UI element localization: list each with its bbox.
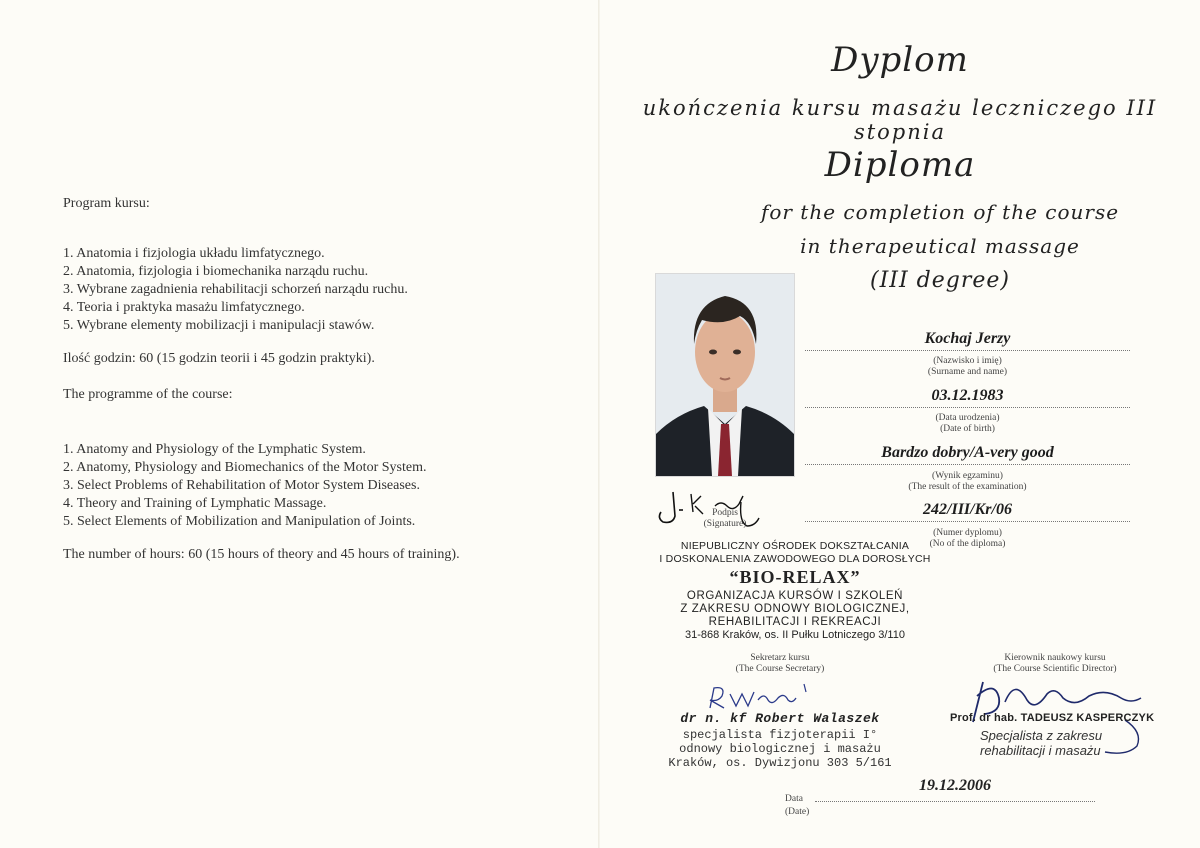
issue-date-line	[815, 801, 1095, 802]
name-label: (Nazwisko i imię) (Surname and name)	[927, 356, 1008, 377]
result-line	[805, 464, 1130, 465]
name-value: Kochaj Jerzy	[924, 330, 1011, 347]
director-name: Prof. dr hab. TADEUSZ KASPERCZYK	[950, 712, 1155, 724]
hours-pl: Ilość godzin: 60 (15 godzin teorii i 45 godzin praktyki).	[63, 351, 375, 366]
diploma-number-label: (Numer dyplomu) (No of the diploma)	[929, 528, 1006, 549]
name-line	[805, 350, 1130, 351]
portrait-photo	[655, 273, 795, 477]
result-value: Bardzo dobry/A-very good	[881, 444, 1054, 461]
signature-label: Podpis (Signature)	[703, 508, 747, 529]
heading-subtitle-en-3: (III degree)	[870, 268, 1010, 293]
program-title-en: The programme of the course:	[63, 387, 233, 402]
diploma-number-line	[805, 521, 1130, 522]
result-label: (Wynik egzaminu) (The result of the examination)	[908, 471, 1027, 492]
secretary-signature	[700, 680, 820, 714]
dob-value: 03.12.1983	[931, 387, 1004, 404]
heading-subtitle-en-1: for the completion of the course	[760, 200, 1120, 224]
list-item: 3. Select Problems of Rehabilitation of Motor System Diseases.	[63, 478, 420, 493]
director-stamp: Specjalista z zakresu rehabilitacji i masażu	[980, 728, 1103, 758]
list-item: 5. Select Elements of Mobilization and Manipulation of Joints.	[63, 514, 416, 529]
institution-description: ORGANIZACJA KURSÓW I SZKOLEŃ Z ZAKRESU ODNOWY BIOLOGICZNEJ, REHABILITACJI I REKREACJI	[680, 590, 910, 628]
list-item: 4. Theory and Training of Lymphatic Massage.	[63, 496, 327, 511]
issue-date-label: Data (Date)	[785, 794, 810, 817]
dob-label: (Data urodzenia) (Date of birth)	[935, 413, 1000, 434]
list-item: 4. Teoria i praktyka masażu limfatycznego.	[63, 300, 305, 315]
secretary-label: Sekretarz kursu (The Course Secretary)	[735, 653, 825, 674]
right-page	[600, 0, 1200, 848]
issue-date-value: 19.12.2006	[919, 777, 991, 794]
list-item: 5. Wybrane elementy mobilizacji i manipulacji stawów.	[63, 318, 375, 333]
dob-line	[805, 407, 1130, 408]
hours-en: The number of hours: 60 (15 hours of theory and 45 hours of training).	[63, 547, 460, 562]
institution-name: “BIO-RELAX”	[729, 567, 861, 587]
secretary-stamp: specjalista fizjoterapii I° odnowy biologicznej i masażu Kraków, os. Dywizjonu 303 5/161	[668, 728, 892, 770]
heading-dyplom: Dyplom	[831, 40, 969, 80]
program-title-pl: Program kursu:	[63, 196, 150, 211]
director-label: Kierownik naukowy kursu (The Course Scientific Director)	[993, 653, 1117, 674]
institution-header: NIEPUBLICZNY OŚRODEK DOKSZTAŁCANIA I DOSKONALENIA ZAWODOWEGO DLA DOROSŁYCH	[659, 540, 931, 565]
secretary-name: dr n. kf Robert Walaszek	[680, 711, 880, 726]
heading-subtitle-en-2: in therapeutical massage	[800, 234, 1080, 258]
list-item: 1. Anatomia i fizjologia układu limfatycznego.	[63, 246, 325, 261]
list-item: 2. Anatomy, Physiology and Biomechanics of the Motor System.	[63, 460, 427, 475]
list-item: 3. Wybrane zagadnienia rehabilitacji schorzeń narządu ruchu.	[63, 282, 408, 297]
institution-address: 31-868 Kraków, os. II Pułku Lotniczego 3/110	[685, 629, 905, 641]
diploma-number-value: 242/III/Kr/06	[923, 501, 1012, 518]
program-list-pl	[63, 245, 408, 335]
program-list-en	[63, 441, 426, 531]
list-item: 2. Anatomia, fizjologia i biomechanika narządu ruchu.	[63, 264, 369, 279]
heading-subtitle-pl: ukończenia kursu masażu leczniczego III stopnia	[642, 96, 1158, 144]
list-item: 1. Anatomy and Physiology of the Lymphatic System.	[63, 442, 366, 457]
heading-diploma: Diploma	[824, 145, 976, 185]
